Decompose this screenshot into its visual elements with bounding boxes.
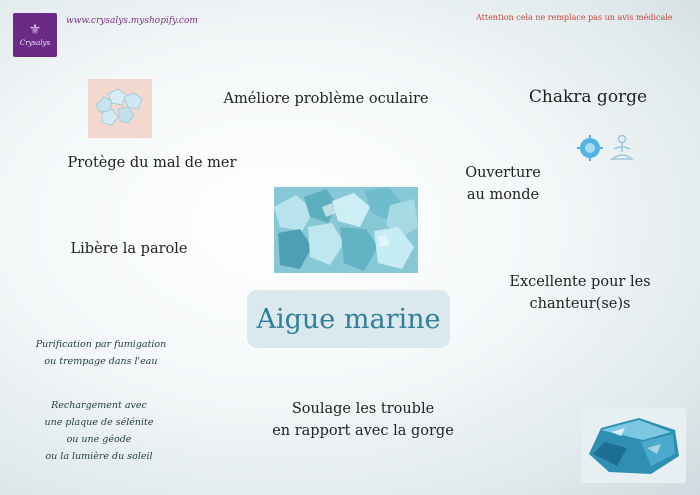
website-url: www.crysalys.myshopify.com [66,16,198,26]
logo-text: Crysalys [19,39,51,47]
property-openness [450,162,556,206]
purification-note [12,336,190,370]
stone-title: Aigue marine [256,303,441,335]
property-speech: Libère la parole [70,241,188,257]
property-ocular: Améliore problème oculaire [223,91,429,107]
crysalys-logo [13,13,57,57]
stone-title-box [247,290,450,348]
raw-aquamarine-photo [88,79,152,138]
crystal-cluster-photo [274,187,418,273]
recharge-line-1: Rechargement avec [51,400,147,411]
recharge-note [24,397,174,465]
recharge-line-3: ou une géode [66,434,132,445]
property-throat-relief [262,398,464,442]
purification-line-1: Purification par fumigation [35,339,167,350]
property-singers [497,271,663,315]
singers-line-2: chanteur(se)s [529,296,631,312]
openness-line-1: Ouverture [465,165,541,181]
fleur-de-lis-icon: ⚜ [28,22,42,38]
throat-relief-line-2: en rapport avec la gorge [272,423,454,439]
openness-line-2: au monde [466,187,540,203]
purification-line-2: ou trempage dans l'eau [44,356,158,367]
singers-line-1: Excellente pour les [509,274,651,290]
property-seasickness: Protège du mal de mer [67,155,237,171]
throat-chakra-icon [577,135,603,161]
recharge-line-2: une plaque de sélénite [44,417,154,428]
throat-relief-line-1: Soulage les trouble [291,401,435,417]
meditation-figure-icon [612,136,632,160]
property-chakra: Chakra gorge [528,87,648,107]
recharge-line-4: ou la lumière du soleil [45,451,153,462]
chakra-icons [576,133,638,163]
polished-aquamarine-photo [581,408,686,483]
medical-disclaimer: Attention cela ne remplace pas un avis médicale [476,13,673,22]
